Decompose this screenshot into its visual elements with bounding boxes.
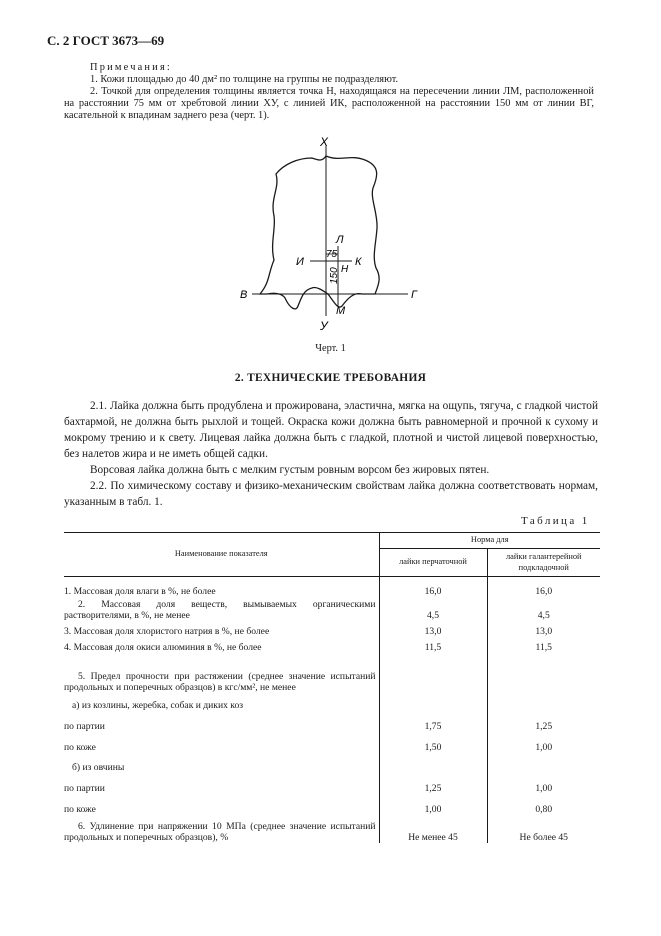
paragraph: 2.1. Лайка должна быть продублена и прожирована, эластична, мягка на ощупь, тягуча, с гладкой чистой бахтармой, не должна быть рыхлой и тощей. Окраска кожи должна быть равномерной и прочной к сухому и мокрому трению и к свету. Лицевая лайка должна быть с гладкой, плотной и чистой лицевой поверхностью, без налетов жира и не иметь общей садки. bbox=[64, 400, 598, 460]
table-row bbox=[64, 753, 600, 773]
hide-figure bbox=[230, 136, 430, 341]
section-body bbox=[64, 398, 598, 510]
label-l: Л bbox=[336, 234, 344, 246]
row-value-haberdashery bbox=[487, 693, 600, 711]
row-name: 5. Предел прочности при растяжении (среднее значение испытаний продольных и поперечных образцов) в кгс/мм², не менее bbox=[64, 653, 379, 693]
row-value-glove: Не менее 45 bbox=[379, 815, 487, 843]
row-value-haberdashery: 11,5 bbox=[535, 641, 552, 653]
row-value-haberdashery: Не более 45 bbox=[519, 831, 568, 843]
note-item-2: 2. Точкой для определения толщины является точка Н, находящаяся на пересечении линии ЛМ, расположенной на расстоянии 75 мм от хребтовой линии ХУ, с линией ИК, расположенной на расстоянии 150 мм от линии ВГ, касательной к впадинам заднего реза (черт. 1). bbox=[64, 86, 594, 121]
label-k: К bbox=[355, 256, 362, 268]
table-row bbox=[64, 711, 600, 732]
table-row bbox=[64, 794, 600, 815]
row-value-glove: 1,00 bbox=[379, 794, 487, 815]
label-v: В bbox=[240, 289, 248, 301]
label-h: Н bbox=[341, 264, 349, 275]
table-label: Таблица 1 bbox=[521, 515, 590, 527]
row-value-glove: 16,0 bbox=[379, 577, 487, 598]
hide-outline bbox=[260, 156, 379, 309]
row-value-glove bbox=[379, 653, 487, 693]
table-row bbox=[64, 773, 600, 794]
row-value-glove bbox=[379, 753, 487, 773]
table-row bbox=[64, 637, 600, 653]
row-value-haberdashery bbox=[487, 753, 600, 773]
label-75: 75 bbox=[326, 249, 338, 260]
row-value-glove: 1,50 bbox=[379, 732, 487, 753]
row-name: 1. Массовая доля влаги в %, не более bbox=[64, 577, 379, 598]
table-row bbox=[64, 577, 600, 598]
table-row bbox=[64, 621, 600, 637]
row-value-glove: 1,75 bbox=[379, 711, 487, 732]
row-value-haberdashery: 16,0 bbox=[535, 585, 553, 597]
row-name: по коже bbox=[64, 794, 379, 815]
header-indicator: Наименование показателя bbox=[64, 533, 379, 577]
row-name: 4. Массовая доля окиси алюминия в %, не более bbox=[64, 637, 379, 653]
row-name: 3. Массовая доля хлористого натрия в %, не более bbox=[64, 621, 379, 637]
row-value-glove: 4,5 bbox=[379, 597, 487, 621]
label-y: У bbox=[320, 319, 328, 333]
section-title: 2. ТЕХНИЧЕСКИЕ ТРЕБОВАНИЯ bbox=[234, 372, 427, 384]
note-item-1: 1. Кожи площадью до 40 дм² по толщине на группы не подразделяют. bbox=[90, 74, 399, 85]
row-value-haberdashery: 0,80 bbox=[535, 803, 553, 815]
header-haberdashery: лайки галантерейной подкладочной bbox=[487, 549, 600, 577]
row-value-haberdashery: 1,00 bbox=[535, 741, 553, 753]
requirements-table bbox=[64, 532, 600, 843]
row-value-haberdashery: 1,00 bbox=[535, 782, 553, 794]
table-row bbox=[64, 597, 600, 621]
notes-block bbox=[64, 62, 594, 122]
label-x: Х bbox=[320, 136, 329, 149]
row-value-glove: 11,5 bbox=[379, 637, 487, 653]
label-m: М bbox=[336, 305, 346, 317]
row-value-haberdashery: 1,25 bbox=[535, 720, 553, 732]
hide-drawing bbox=[230, 136, 430, 341]
row-value-glove: 1,25 bbox=[379, 773, 487, 794]
page-header: С. 2 ГОСТ 3673—69 bbox=[47, 33, 165, 48]
table-row bbox=[64, 693, 600, 711]
label-g: Г bbox=[411, 289, 417, 301]
row-name: 2. Массовая доля веществ, вымываемых органическими растворителями, в %, не менее bbox=[64, 597, 379, 621]
row-name: а) из козлины, жеребка, собак и диких коз bbox=[64, 693, 379, 711]
paragraph: Ворсовая лайка должна быть с мелким густым ровным ворсом без жировых пятен. bbox=[90, 464, 490, 476]
table-row bbox=[64, 732, 600, 753]
notes-title: Примечания: bbox=[90, 62, 173, 73]
figure-caption: Черт. 1 bbox=[315, 343, 346, 354]
row-name: по партии bbox=[64, 773, 379, 794]
row-name: б) из овчины bbox=[64, 753, 379, 773]
row-value-haberdashery: 4,5 bbox=[537, 609, 550, 621]
table-row bbox=[64, 653, 600, 693]
header-norm: Норма для bbox=[379, 533, 600, 549]
row-value-glove bbox=[379, 693, 487, 711]
row-name: по партии bbox=[64, 711, 379, 732]
header-glove: лайки перчаточной bbox=[379, 549, 487, 577]
label-150: 150 bbox=[329, 267, 340, 284]
paragraph: 2.2. По химическому составу и физико-механическим свойствам лайка должна соответствовать нормам, указанным в табл. 1. bbox=[64, 480, 598, 508]
row-value-glove: 13,0 bbox=[379, 621, 487, 637]
label-i: И bbox=[296, 256, 304, 268]
row-name: 6. Удлинение при напряжении 10 МПа (среднее значение испытаний продольных и поперечных образцов), % bbox=[64, 815, 379, 843]
table-row bbox=[64, 815, 600, 843]
row-name: по коже bbox=[64, 732, 379, 753]
row-value-haberdashery bbox=[487, 653, 600, 693]
row-value-haberdashery: 13,0 bbox=[535, 625, 553, 637]
